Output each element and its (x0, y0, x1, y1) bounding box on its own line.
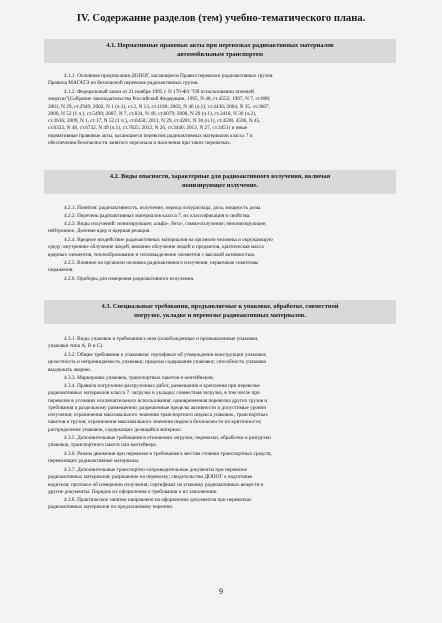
text-line: 4.3.2. Общие требования к упаковкам: сертификат об утверждении конструкции упаковки; (64, 352, 267, 358)
text-line: среду: внутреннее облучение людей, внешнее облучение людей и предметов, критическая масса (48, 244, 264, 251)
text-line: 4.3.6. Режим движения при перевозке и требования к местам стоянки транспортных средств, (64, 451, 272, 457)
text-line: 2006, N 52 (1 ч.), ст.5498; 2007, N 7, ст.834, N 49, ст.6079; 2008, N 29 (ч.1), ст.3418, N 30 (ч.2), (48, 110, 257, 117)
text-line: перевозке в условиях исключительного использования; одновременная перевозка других грузов и (48, 397, 268, 404)
text-line: требования к раздельному размещению; разрешенные пределы активности и допустимые уровни (48, 404, 267, 411)
text-line: ст.3616; 2009, N 1, ст.17, N 52 (1 ч.), ст.6450; 2011, N 29, ст.4281, N 30 (ч.1), ст.4590, 4596, N 45, (48, 118, 261, 125)
text-line: 2001, N 29, ст.2949; 2002, N 1 (ч.1), ст.2, N 13, ст.1180; 2003, N 46 (ч.1), ст.4436; 2004, N 35, ст.3607, (48, 103, 270, 110)
text-line: радиоактивных материалов: разрешение на перевозку; свидетельство ДОПОГ о подготовке (48, 474, 253, 481)
text-line: 4.2.2. Перечень радиоактивных материалов класса 7, их классификация и свойства. (64, 213, 251, 219)
section-heading-4-2 (44, 170, 396, 194)
text-line: радиоактивных материалов класса 7: загрузка и укладка; совместная загрузка, в том числе при (48, 390, 260, 397)
heading-line: 4.2. Виды опасности, характерные для радиоактивного излучения, включая (109, 173, 331, 180)
text-line: 4.2.3. Виды излучений: ионизирующее; альфа-, бета-, гамма-излучение; неионизирующее; (64, 221, 267, 227)
paragraph-4-3-8 (48, 497, 398, 512)
paragraph-4-3-3 (48, 375, 398, 382)
text-line: 4.2.1. Понятия: радиоактивность, излучение, период полураспада, доза, мощность дозы. (64, 205, 262, 211)
paragraph-4-2-1 (48, 205, 398, 212)
text-line: 4.3.5. Дополнительные требования в отношении загрузки, перевозки, обработки и разгрузки (64, 435, 271, 441)
paragraph-4-3-7 (48, 467, 398, 496)
heading-line: ионизирующее излучение. (182, 182, 258, 190)
text-line: ядерных элементов, теплообразование и тепловыделение элементов с высокой активностью. (48, 251, 256, 258)
text-line: пакетов и грузов; ограничения максимального значения индекса безопасности по критичности; (48, 419, 262, 426)
paragraph-4-1-1 (48, 73, 398, 88)
text-line: радиоактивных материалов по предлагаемому перечню. (48, 504, 174, 511)
section-heading-4-1 (44, 39, 396, 63)
text-line: нормативные правовые акты, касающиеся перевозок радиоактивных материалов класса 7 и (48, 132, 253, 139)
heading-line: 4.3. Специальные требования, предъявляемые к упаковке, обработке, совместной (101, 303, 339, 310)
heading-line: автомобильным транспортом (177, 51, 263, 59)
paragraph-4-2-2 (48, 213, 398, 220)
text-line: распределение упаковок, содержащих делящийся материал. (48, 426, 182, 433)
heading-line: погрузке, укладке и перевозке радиоактивных материалов. (134, 312, 306, 320)
text-line: нейтронное. Деление ядер и ядерная реакция. (48, 228, 151, 235)
text-line: обеспечения безопасности занятого персонала и населения при таких перевозках. (48, 140, 232, 147)
text-line: 4.3.4. Правила погрузочно-разгрузочных работ, размещения и крепления при перевозке (64, 383, 260, 389)
text-line: перевозящих радиоактивные материалы. (48, 458, 140, 465)
paragraph-4-3-5 (48, 435, 398, 450)
text-line: 4.2.6. Приборы для измерения радиоактивного излучения. (64, 276, 195, 282)
text-line: излучения; ограничения максимального значения транспортного индекса упаковок, транспортных (48, 412, 268, 419)
paragraph-4-2-3 (48, 221, 398, 236)
section-heading-4-3 (44, 300, 396, 324)
paragraph-4-3-6 (48, 451, 398, 466)
text-line: водителя; протокол об измерении излучения; сертификат на упаковку радиоактивных веществ и (48, 481, 264, 488)
paragraph-4-3-2 (48, 352, 398, 374)
text-line: 4.3.8. Практическое занятие направлено на оформление документов при перевозках (64, 497, 252, 503)
paragraph-4-2-4 (48, 237, 398, 259)
text-line: 4.2.5. Влияние на организм человека радиоактивного излучения, первичные симптомы (64, 260, 259, 266)
text-line: упаковки типа A, B и C). (48, 343, 104, 350)
text-line: Правила МАГАТЭ по безопасной перевозке радиоактивных грузов. (48, 80, 199, 87)
text-line: выдержать аварию. (48, 366, 92, 373)
text-line: ст.6333, N 48, ст.6732, N 49 (ч.1), ст.7025; 2012, N 26, ст.3446; 2013, N 27, ст.3451) и иные (48, 125, 248, 132)
page-number: 9 (219, 587, 223, 596)
text-line: 4.2.4. Вредное воздействие радиоактивных материалов на организм человека и окружающую (64, 237, 273, 243)
text-line: 4.3.3. Маркировка упаковок, транспортных пакетов и контейнеров. (64, 375, 214, 381)
text-line: 4.3.7. Дополнительные транспортно-сопроводительные документы при перевозке (64, 467, 247, 473)
paragraph-4-2-6 (48, 276, 398, 283)
text-line: 4.1.2. Федеральный закон от 21 ноября 1995 г. N 170-ФЗ "Об использовании атомной (64, 89, 254, 95)
paragraph-4-1-2 (48, 89, 398, 147)
text-line: энергии"(Собрание законодательства Российской Федерации, 1995, N 48, ст.4552; 1997, N 7, ст.808; (48, 96, 271, 103)
text-line: 4.3.1. Виды упаковок и требования к ним (освобожденные и промышленные упаковки, (64, 336, 259, 342)
paragraph-4-3-1 (48, 336, 398, 351)
section-title: IV. Содержание разделов (тем) учебно-тематического плана. (76, 13, 366, 24)
paragraph-4-3-4 (48, 383, 398, 434)
text-line: целостность и непроницаемость упаковки; пределы содержания упаковки; способность упаковки (48, 359, 267, 366)
heading-line: 4.1. Нормативные правовые акты при перевозках радиоактивных материалов (106, 42, 334, 49)
text-line: поражения. (48, 267, 74, 274)
text-line: упаковок, транспортного пакета или контейнера. (48, 442, 158, 449)
text-line: другие документы. Порядок их оформления и требования к их заполнению. (48, 488, 218, 495)
paragraph-4-2-5 (48, 260, 398, 275)
text-line: 4.1.1. Основные предписания ДОПОГ, касающиеся Правил перевозки радиоактивных грузов. (64, 73, 274, 79)
